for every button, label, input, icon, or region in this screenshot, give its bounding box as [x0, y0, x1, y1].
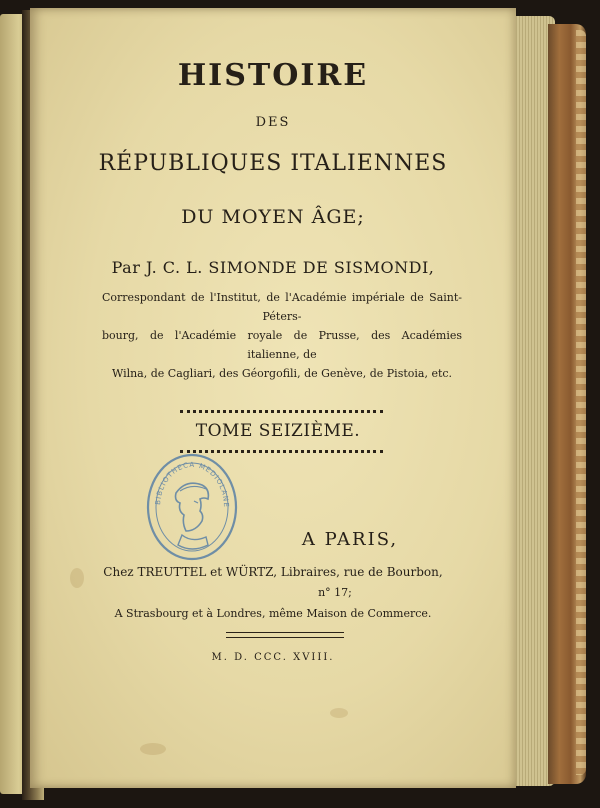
publisher-line: Chez TREUTTEL et WÜRTZ, Libraires, rue de Bourbon, — [103, 565, 443, 579]
svg-text:BIBLIOTHECA MEDIOLANENSIS — [146, 453, 230, 508]
publisher-number: n° 17; — [318, 586, 352, 599]
title-republiques: RÉPUBLIQUES ITALIENNES — [98, 151, 448, 176]
publication-date: M. D. CCC. XVIII. — [211, 652, 335, 663]
title-moyen-age: DU MOYEN ÂGE; — [181, 206, 365, 228]
publisher-branch: A Strasbourg et à Londres, même Maison de Commerce. — [114, 607, 432, 620]
dotted-rule-top — [180, 410, 383, 413]
credentials-line: bourg, de l'Académie royale de Prusse, des Académies italienne, de — [102, 329, 462, 361]
title-histoire: HISTOIRE — [177, 58, 369, 93]
stamp-text: BIBLIOTHECA MEDIOLANE — [153, 460, 231, 508]
imprint-place: A PARIS, — [301, 529, 399, 550]
double-rule — [226, 632, 344, 638]
title-page — [30, 8, 516, 788]
binding-edge — [576, 30, 586, 775]
author-credentials — [102, 288, 462, 383]
credentials-line: Correspondant de l'Institut, de l'Académie impériale de Saint-Péters- — [102, 291, 462, 323]
credentials-line: Wilna, de Cagliari, des Géorgofili, de Genève, de Pistoia, etc. — [111, 367, 453, 380]
volume-label: TOME SEIZIÈME. — [195, 421, 361, 441]
author-line: Par J. C. L. SIMONDE DE SISMONDI, — [111, 258, 435, 277]
title-des: DES — [255, 115, 291, 130]
